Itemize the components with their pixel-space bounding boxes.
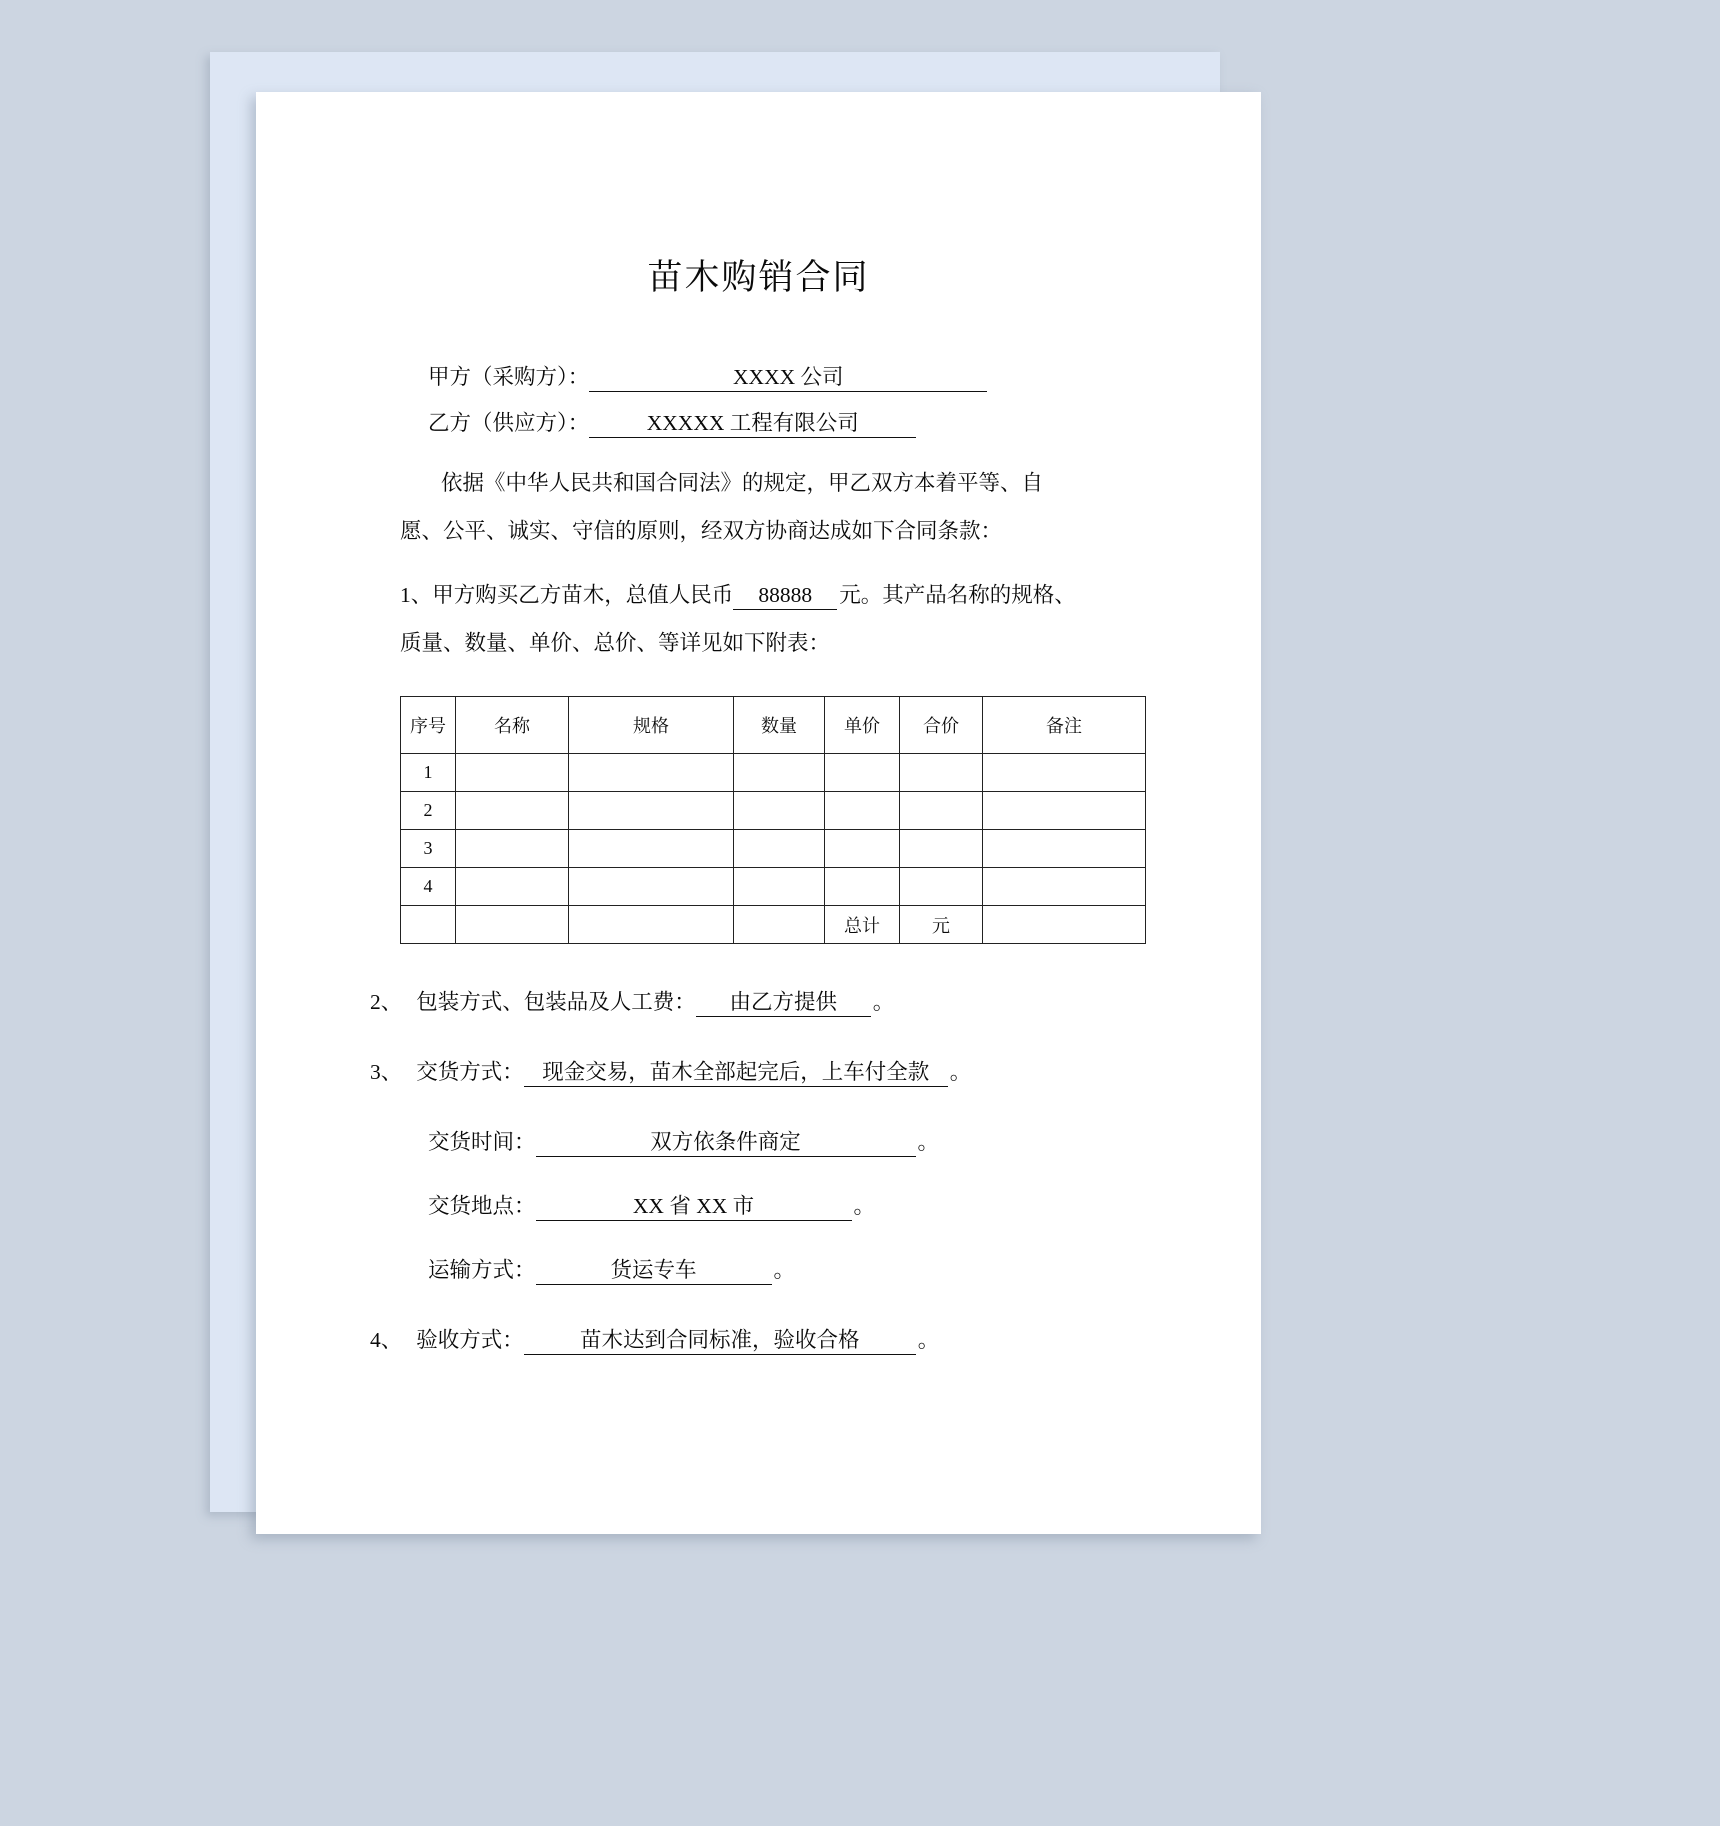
delivery-time-label: 交货时间： <box>428 1130 536 1154</box>
transport-mode-row <box>428 1259 795 1285</box>
party-a-row <box>428 366 987 392</box>
clause-4-period: 。 <box>917 1328 940 1352</box>
page-title: 苗木购销合同 <box>647 258 870 297</box>
clause-4-label: 验收方式： <box>416 1328 524 1352</box>
party-b-value[interactable]: XXXXX 工程有限公司 <box>589 412 916 438</box>
table-row <box>401 830 1146 868</box>
clause-3-row <box>370 1061 971 1087</box>
clause-2-number: 2、 <box>370 990 403 1014</box>
table-total-cell-spec <box>569 906 734 944</box>
table-cell-name[interactable] <box>456 754 569 792</box>
table-header-name: 名称 <box>456 697 569 754</box>
preamble-line-1: 依据《中华人民共和国合同法》的规定，甲乙双方本着平等、自 <box>441 471 1044 495</box>
delivery-time-row <box>428 1131 939 1157</box>
delivery-place-value-field[interactable]: XX 省 XX 市 <box>536 1195 852 1221</box>
transport-mode-period: 。 <box>773 1258 796 1282</box>
table-header-amount: 合价 <box>900 697 983 754</box>
table-row <box>401 754 1146 792</box>
party-b-label: 乙方（供应方）： <box>428 411 590 435</box>
delivery-place-label: 交货地点： <box>428 1194 536 1218</box>
table-total-label: 总计 <box>825 906 900 944</box>
table-cell-note[interactable] <box>983 792 1146 830</box>
clause-4-number: 4、 <box>370 1328 403 1352</box>
table-cell-spec[interactable] <box>569 754 734 792</box>
table-cell-index: 2 <box>401 792 456 830</box>
table-cell-note[interactable] <box>983 754 1146 792</box>
delivery-place-row <box>428 1195 875 1221</box>
table-total-cell-index <box>401 906 456 944</box>
table-total-cell-name <box>456 906 569 944</box>
table-cell-qty[interactable] <box>734 830 825 868</box>
table-cell-spec[interactable] <box>569 868 734 906</box>
table-total-cell-qty <box>734 906 825 944</box>
goods-table <box>400 696 1146 944</box>
clause-4-row <box>370 1329 939 1355</box>
table-cell-spec[interactable] <box>569 830 734 868</box>
table-cell-name[interactable] <box>456 868 569 906</box>
party-a-label: 甲方（采购方）： <box>428 365 590 389</box>
transport-mode-value-field[interactable]: 货运专车 <box>536 1259 772 1285</box>
table-cell-index: 3 <box>401 830 456 868</box>
table-cell-name[interactable] <box>456 830 569 868</box>
table-cell-note[interactable] <box>983 830 1146 868</box>
table-header-note: 备注 <box>983 697 1146 754</box>
table-total-cell-note <box>983 906 1146 944</box>
table-row <box>401 792 1146 830</box>
party-b-row <box>428 412 916 438</box>
preamble-line-2: 愿、公平、诚实、守信的原则，经双方协商达成如下合同条款： <box>400 519 1003 543</box>
clause-3-number: 3、 <box>370 1060 403 1084</box>
table-cell-price[interactable] <box>825 754 900 792</box>
transport-mode-label: 运输方式： <box>428 1258 536 1282</box>
clause-1-prefix: 1、甲方购买乙方苗木，总值人民币 <box>400 583 734 607</box>
table-cell-amount[interactable] <box>900 792 983 830</box>
clause-1-line-2: 质量、数量、单价、总价、等详见如下附表： <box>400 631 831 655</box>
clause-1-row <box>400 584 1076 610</box>
clause-2-period: 。 <box>872 990 895 1014</box>
clause-2-row <box>370 991 894 1017</box>
clause-1-amount-field[interactable]: 88888 <box>733 584 837 610</box>
table-cell-note[interactable] <box>983 868 1146 906</box>
table-cell-price[interactable] <box>825 830 900 868</box>
table-cell-qty[interactable] <box>734 792 825 830</box>
table-header-qty: 数量 <box>734 697 825 754</box>
table-header-index: 序号 <box>401 697 456 754</box>
clause-3-label: 交货方式： <box>416 1060 524 1084</box>
table-cell-price[interactable] <box>825 868 900 906</box>
delivery-time-period: 。 <box>917 1130 940 1154</box>
clause-2-value-field[interactable]: 由乙方提供 <box>696 991 871 1017</box>
table-total-unit: 元 <box>900 906 983 944</box>
table-cell-index: 4 <box>401 868 456 906</box>
table-cell-amount[interactable] <box>900 830 983 868</box>
table-cell-qty[interactable] <box>734 754 825 792</box>
table-header-price: 单价 <box>825 697 900 754</box>
table-header-spec: 规格 <box>569 697 734 754</box>
table-total-row <box>401 906 1146 944</box>
table-cell-spec[interactable] <box>569 792 734 830</box>
clause-4-value-field[interactable]: 苗木达到合同标准，验收合格 <box>524 1329 916 1355</box>
table-row <box>401 868 1146 906</box>
table-cell-price[interactable] <box>825 792 900 830</box>
table-cell-index: 1 <box>401 754 456 792</box>
clause-2-label: 包装方式、包装品及人工费： <box>416 990 696 1014</box>
clause-3-period: 。 <box>949 1060 972 1084</box>
document-page-content <box>256 92 1261 1534</box>
table-header-row <box>401 697 1146 754</box>
clause-1-suffix: 元。其产品名称的规格、 <box>839 583 1076 607</box>
table-cell-qty[interactable] <box>734 868 825 906</box>
table-cell-amount[interactable] <box>900 868 983 906</box>
delivery-place-period: 。 <box>853 1194 876 1218</box>
delivery-time-value-field[interactable]: 双方依条件商定 <box>536 1131 916 1157</box>
document-page <box>256 92 1261 1534</box>
party-a-value[interactable]: XXXX 公司 <box>589 366 987 392</box>
table-cell-name[interactable] <box>456 792 569 830</box>
clause-3-value-field[interactable]: 现金交易，苗木全部起完后，上车付全款 <box>524 1061 948 1087</box>
table-cell-amount[interactable] <box>900 754 983 792</box>
